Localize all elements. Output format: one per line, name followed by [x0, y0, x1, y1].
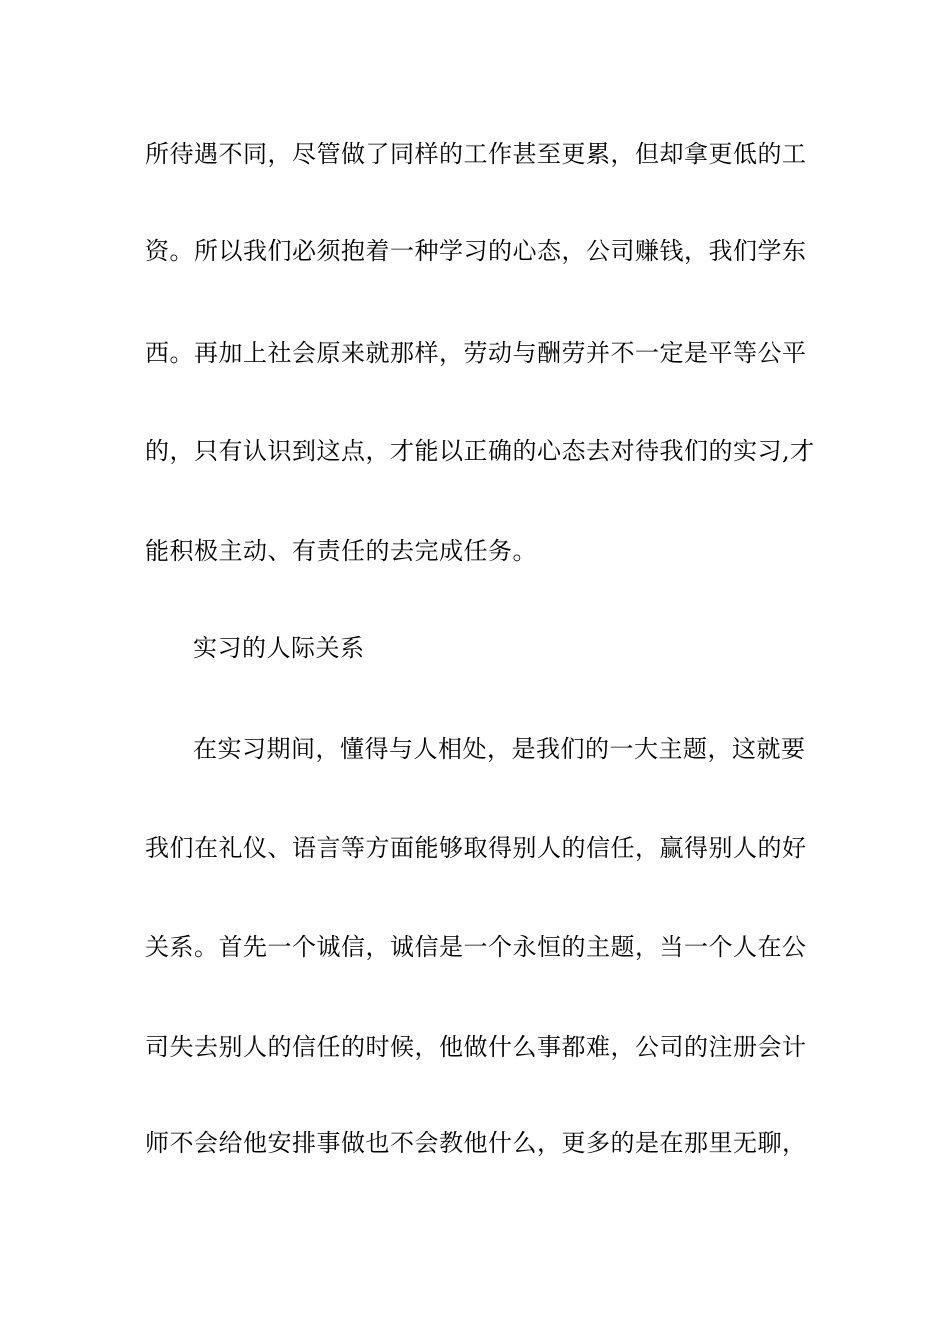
paragraph-line: 的，只有认识到这点，才能以正确的心态去对待我们的实习,才 — [145, 437, 815, 465]
paragraph-line: 所待遇不同，尽管做了同样的工作甚至更累，但却拿更低的工 — [145, 140, 807, 168]
paragraph-line: 西。再加上社会原来就那样，劳动与酬劳并不一定是平等公平 — [145, 339, 807, 367]
section-heading: 实习的人际关系 — [193, 634, 365, 662]
paragraph-line: 司失去别人的信任的时候，他做什么事都难，公司的注册会计 — [145, 1033, 807, 1061]
paragraph-line: 关系。首先一个诚信，诚信是一个永恒的主题，当一个人在公 — [145, 933, 807, 961]
paragraph-line: 我们在礼仪、语言等方面能够取得别人的信任，赢得别人的好 — [145, 834, 807, 862]
paragraph-line: 资。所以我们必须抱着一种学习的心态，公司赚钱，我们学东 — [145, 237, 807, 265]
paragraph-line: 师不会给他安排事做也不会教他什么，更多的是在那里无聊， — [145, 1129, 807, 1157]
paragraph-line: 能积极主动、有责任的去完成任务。 — [145, 537, 537, 565]
paragraph-line: 在实习期间，懂得与人相处，是我们的一大主题，这就要 — [193, 735, 806, 763]
